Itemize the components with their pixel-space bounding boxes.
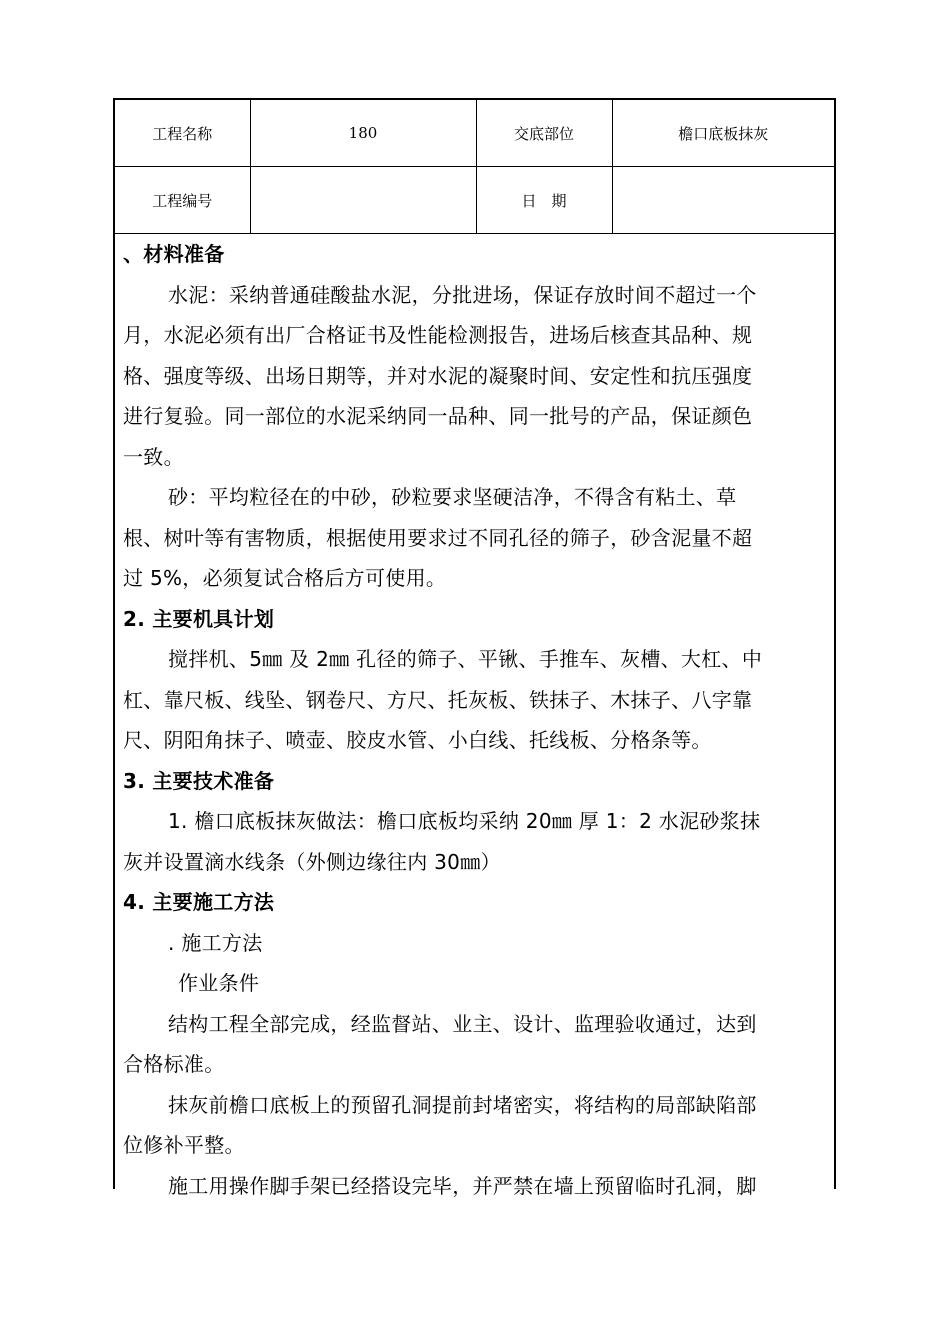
- paragraph-line: 格、强度等级、出场日期等，并对水泥的凝聚时间、安定性和抗压强度: [123, 363, 753, 388]
- paragraph-line: 灰并设置滴水线条（外侧边缘往内 30㎜）: [123, 849, 501, 874]
- section-heading: 4. 主要施工方法: [123, 890, 275, 914]
- paragraph-line: 进行复验。同一部位的水泥采纳同一品种、同一批号的产品，保证颜色: [123, 404, 753, 428]
- project-name-label: 工程名称: [115, 100, 250, 167]
- date-label: 日 期: [476, 167, 612, 234]
- project-no-label: 工程编号: [115, 167, 250, 234]
- section-heading: 2. 主要机具计划: [123, 606, 275, 631]
- paragraph-line: 杠、靠尺板、线坠、钢卷尺、方尺、托灰板、铁抹子、木抹子、八字靠: [123, 687, 753, 712]
- paragraph-line: 位修补平整。: [123, 1133, 245, 1157]
- paragraph-line: 水泥：采纳普通硅酸盐水泥，分批进场，保证存放时间不超过一个: [168, 282, 757, 307]
- paragraph-line: 1. 檐口底板抹灰做法：檐口底板均采纳 20㎜ 厚 1：2 水泥砂浆抹: [168, 809, 761, 833]
- project-no-value: [250, 167, 476, 234]
- date-value: [612, 167, 834, 234]
- paragraph-line: 合格标准。: [123, 1052, 225, 1076]
- paragraph-line: 一致。: [123, 444, 184, 469]
- paragraph-line: 过 5%，必须复试合格后方可使用。: [123, 566, 447, 590]
- paragraph-line: 月，水泥必须有出厂合格证书及性能检测报告，进场后核查其品种、规: [123, 323, 753, 347]
- handover-document: [113, 98, 836, 1198]
- paragraph-line: 尺、阴阳角抹子、喷壶、胶皮水管、小白线、托线板、分格条等。: [123, 728, 712, 752]
- paragraph-line: 抹灰前檐口底板上的预留孔洞提前封堵密实，将结构的局部缺陷部: [168, 1092, 757, 1117]
- paragraph-line: 结构工程全部完成，经监督站、业主、设计、监理验收通过，达到: [168, 1011, 757, 1036]
- project-name-value: 180: [250, 100, 476, 167]
- paragraph-line: 砂：平均粒径在的中砂，砂粒要求坚硬洁净，不得含有粘土、草: [168, 485, 737, 509]
- handover-part-value: 檐口底板抹灰: [612, 100, 834, 167]
- subsection-heading: . 施工方法: [168, 930, 263, 955]
- section-heading: 、材料准备: [123, 242, 225, 266]
- document-body: [115, 234, 834, 1206]
- header-table: [115, 100, 834, 234]
- paragraph-line: 根、树叶等有害物质，根据使用要求过不同孔径的筛子，砂含泥量不超: [123, 525, 753, 550]
- handover-part-label: 交底部位: [476, 100, 612, 167]
- section-heading: 3. 主要技术准备: [123, 768, 275, 793]
- subsection-heading: 作业条件: [178, 971, 260, 995]
- paragraph-line: 搅拌机、5㎜ 及 2㎜ 孔径的筛子、平锹、手推车、灰槽、大杠、中: [168, 647, 763, 671]
- paragraph-line: 施工用操作脚手架已经搭设完毕，并严禁在墙上预留临时孔洞，脚: [168, 1173, 757, 1198]
